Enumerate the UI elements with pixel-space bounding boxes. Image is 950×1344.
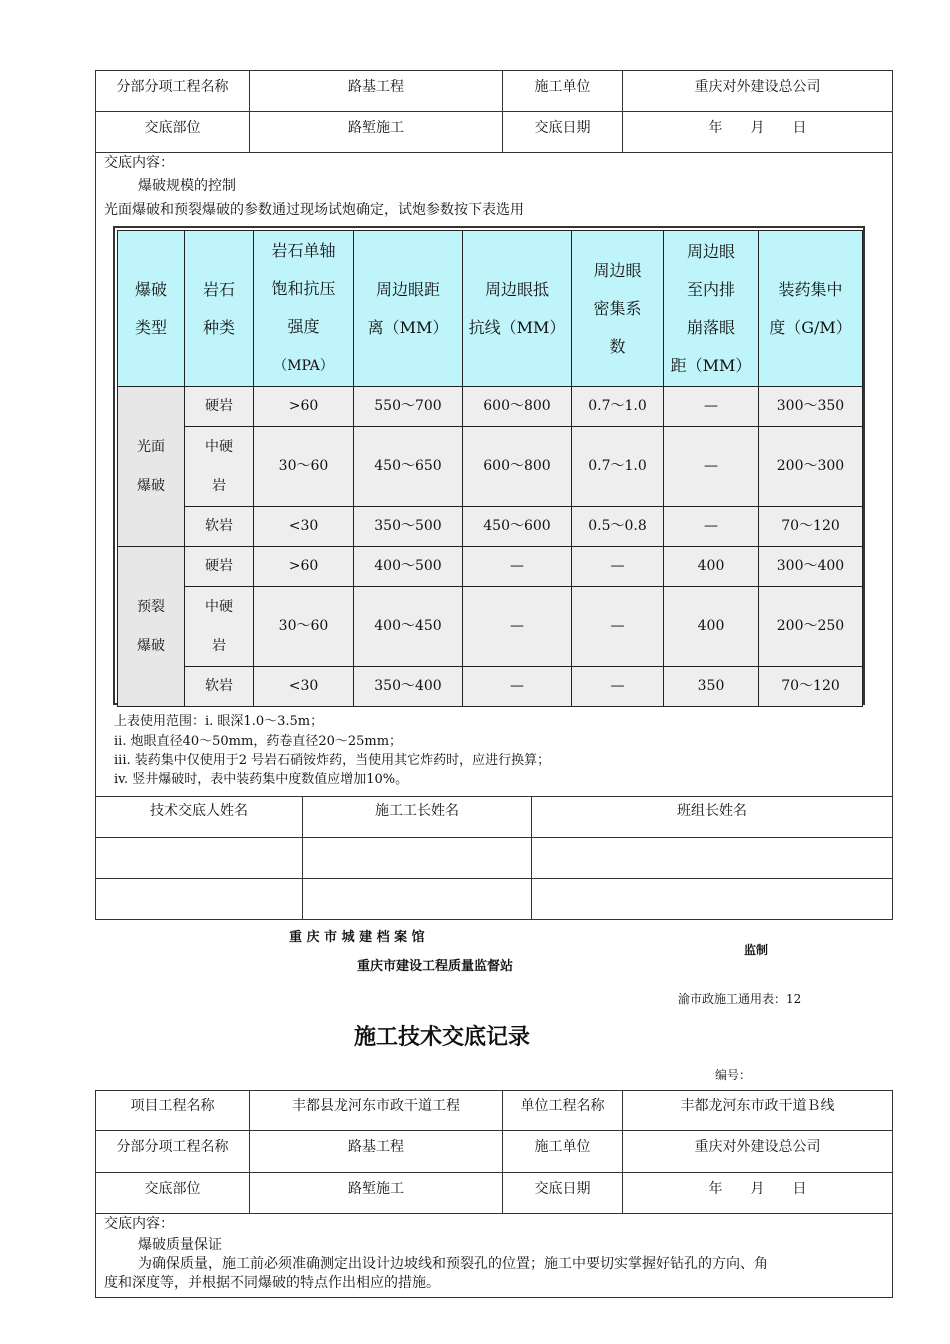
cell-coef: 0.7～1.0 <box>572 387 664 427</box>
second-info-table <box>95 1090 893 1214</box>
label-date-2: 交底日期 <box>503 1173 623 1214</box>
content-line-1: 为确保质量，施工前必须准确测定出设计边坡线和预裂孔的位置；施工中要切实掌握好钻孔的方向、角 <box>138 1256 768 1272</box>
value-location: 路堑施工 <box>250 112 503 153</box>
content-heading-2: 交底内容： <box>104 1216 174 1232</box>
supervision-station: 重庆市建设工程质量监督站 <box>357 959 514 974</box>
cell-strength: <30 <box>254 507 354 547</box>
cell-coef: 0.7～1.0 <box>572 427 664 507</box>
signature-team-leader[interactable] <box>532 838 893 879</box>
value-subproject: 路基工程 <box>250 71 503 112</box>
label-subproject: 分部分项工程名称 <box>96 71 250 112</box>
cell-coef: — <box>572 587 664 667</box>
note-4: iv. 竖井爆破时，表中装药集中度数值应增加10%。 <box>114 772 409 787</box>
cell-rock: 硬岩 <box>185 547 254 587</box>
cell-coef: — <box>572 667 664 707</box>
table-row <box>118 547 863 587</box>
group-smooth-blasting: 光面 爆破 <box>118 387 185 547</box>
content-topic-2: 爆破质量保证 <box>138 1237 222 1253</box>
cell-charge: 70～120 <box>759 667 863 707</box>
cell-coef: — <box>572 547 664 587</box>
label-tech-discloser: 技术交底人姓名 <box>96 797 303 838</box>
cell-burden: 600～800 <box>463 387 572 427</box>
cell-charge: 70～120 <box>759 507 863 547</box>
table-row <box>118 587 863 667</box>
value-unit-project: 丰都龙河东市政干道Ｂ线 <box>623 1091 893 1131</box>
cell-spacing: 350～500 <box>354 507 463 547</box>
serial-label: 编号： <box>715 1068 752 1082</box>
cell-spacing: 450～650 <box>354 427 463 507</box>
signature-tech-discloser[interactable] <box>96 838 303 879</box>
cell-charge: 300～350 <box>759 387 863 427</box>
signature-table <box>95 796 893 920</box>
cell-strength: <30 <box>254 667 354 707</box>
cell-rock: 中硬 岩 <box>185 587 254 667</box>
top-info-table <box>95 70 893 153</box>
cell-burden: 600～800 <box>463 427 572 507</box>
table-row <box>118 507 863 547</box>
header-burden: 周边眼抵 抗线（MM） <box>463 231 572 387</box>
label-contractor-2: 施工单位 <box>503 1131 623 1173</box>
label-team-leader: 班组长姓名 <box>532 797 893 838</box>
cell-spacing: 400～500 <box>354 547 463 587</box>
value-project: 丰都县龙河东市政干道工程 <box>250 1091 503 1131</box>
value-contractor: 重庆对外建设总公司 <box>623 71 893 112</box>
header-density-coef: 周边眼 密集系 数 <box>572 231 664 387</box>
cell-rock: 硬岩 <box>185 387 254 427</box>
group-presplit-blasting: 预裂 爆破 <box>118 547 185 707</box>
label-date: 交底日期 <box>503 112 623 153</box>
header-inner-distance: 周边眼 至内排 崩落眼 距（MM） <box>664 231 759 387</box>
signature-foreman[interactable] <box>303 838 532 879</box>
table-row <box>118 387 863 427</box>
value-subproject-2: 路基工程 <box>250 1131 503 1173</box>
label-unit-project: 单位工程名称 <box>503 1091 623 1131</box>
cell-dist: 350 <box>664 667 759 707</box>
cell-strength: 30～60 <box>254 587 354 667</box>
cell-burden: — <box>463 547 572 587</box>
label-contractor: 施工单位 <box>503 71 623 112</box>
header-spacing: 周边眼距 离（MM） <box>354 231 463 387</box>
value-contractor-2: 重庆对外建设总公司 <box>623 1131 893 1173</box>
cell-rock: 软岩 <box>185 667 254 707</box>
cell-spacing: 400～450 <box>354 587 463 667</box>
label-project: 项目工程名称 <box>96 1091 250 1131</box>
content-topic: 爆破规模的控制 <box>138 178 236 194</box>
note-2: ii. 炮眼直径40～50mm，药卷直径20～25mm； <box>114 734 403 749</box>
header-charge: 装药集中 度（G/M） <box>759 231 863 387</box>
form-number: 渝市政施工通用表：12 <box>678 992 802 1006</box>
cell-charge: 300～400 <box>759 547 863 587</box>
cell-burden: 450～600 <box>463 507 572 547</box>
value-date: 年 月 日 <box>623 112 893 153</box>
label-subproject-2: 分部分项工程名称 <box>96 1131 250 1173</box>
cell-dist: 400 <box>664 547 759 587</box>
page-title: 施工技术交底记录 <box>354 1025 531 1050</box>
label-location-2: 交底部位 <box>96 1173 250 1214</box>
signature-foreman-2[interactable] <box>303 879 532 920</box>
content-heading: 交底内容： <box>104 155 174 171</box>
note-3: iii. 装药集中仅使用于2 号岩石硝铵炸药，当使用其它炸药时，应进行换算； <box>114 753 551 768</box>
cell-dist: 400 <box>664 587 759 667</box>
cell-dist: — <box>664 387 759 427</box>
content-line-2: 度和深度等，并根据不同爆破的特点作出相应的措施。 <box>104 1275 440 1291</box>
cell-burden: — <box>463 587 572 667</box>
header-rock-type: 岩石 种类 <box>185 231 254 387</box>
cell-strength: 30～60 <box>254 427 354 507</box>
supervise-label: 监制 <box>744 943 769 957</box>
cell-rock: 软岩 <box>185 507 254 547</box>
cell-strength: >60 <box>254 547 354 587</box>
header-strength: 岩石单轴 饱和抗压 强度 （MPA） <box>254 231 354 387</box>
blast-parameter-table <box>117 230 863 707</box>
header-blast-type: 爆破 类型 <box>118 231 185 387</box>
label-foreman: 施工工长姓名 <box>303 797 532 838</box>
cell-dist: — <box>664 507 759 547</box>
cell-dist: — <box>664 427 759 507</box>
cell-charge: 200～300 <box>759 427 863 507</box>
note-1: 上表使用范围：i. 眼深1.0～3.5m； <box>114 714 324 729</box>
signature-tech-discloser-2[interactable] <box>96 879 303 920</box>
value-date-2: 年 月 日 <box>623 1173 893 1214</box>
table-row <box>118 667 863 707</box>
cell-spacing: 350～400 <box>354 667 463 707</box>
cell-burden: — <box>463 667 572 707</box>
table-row <box>118 427 863 507</box>
archive-name: 重 庆 市 城 建 档 案 馆 <box>289 930 425 945</box>
content-intro: 光面爆破和预裂爆破的参数通过现场试炮确定，试炮参数按下表选用 <box>104 202 524 218</box>
label-location: 交底部位 <box>96 112 250 153</box>
cell-coef: 0.5～0.8 <box>572 507 664 547</box>
cell-strength: >60 <box>254 387 354 427</box>
value-location-2: 路堑施工 <box>250 1173 503 1214</box>
cell-charge: 200～250 <box>759 587 863 667</box>
cell-rock: 中硬 岩 <box>185 427 254 507</box>
cell-spacing: 550～700 <box>354 387 463 427</box>
signature-team-leader-2[interactable] <box>532 879 893 920</box>
